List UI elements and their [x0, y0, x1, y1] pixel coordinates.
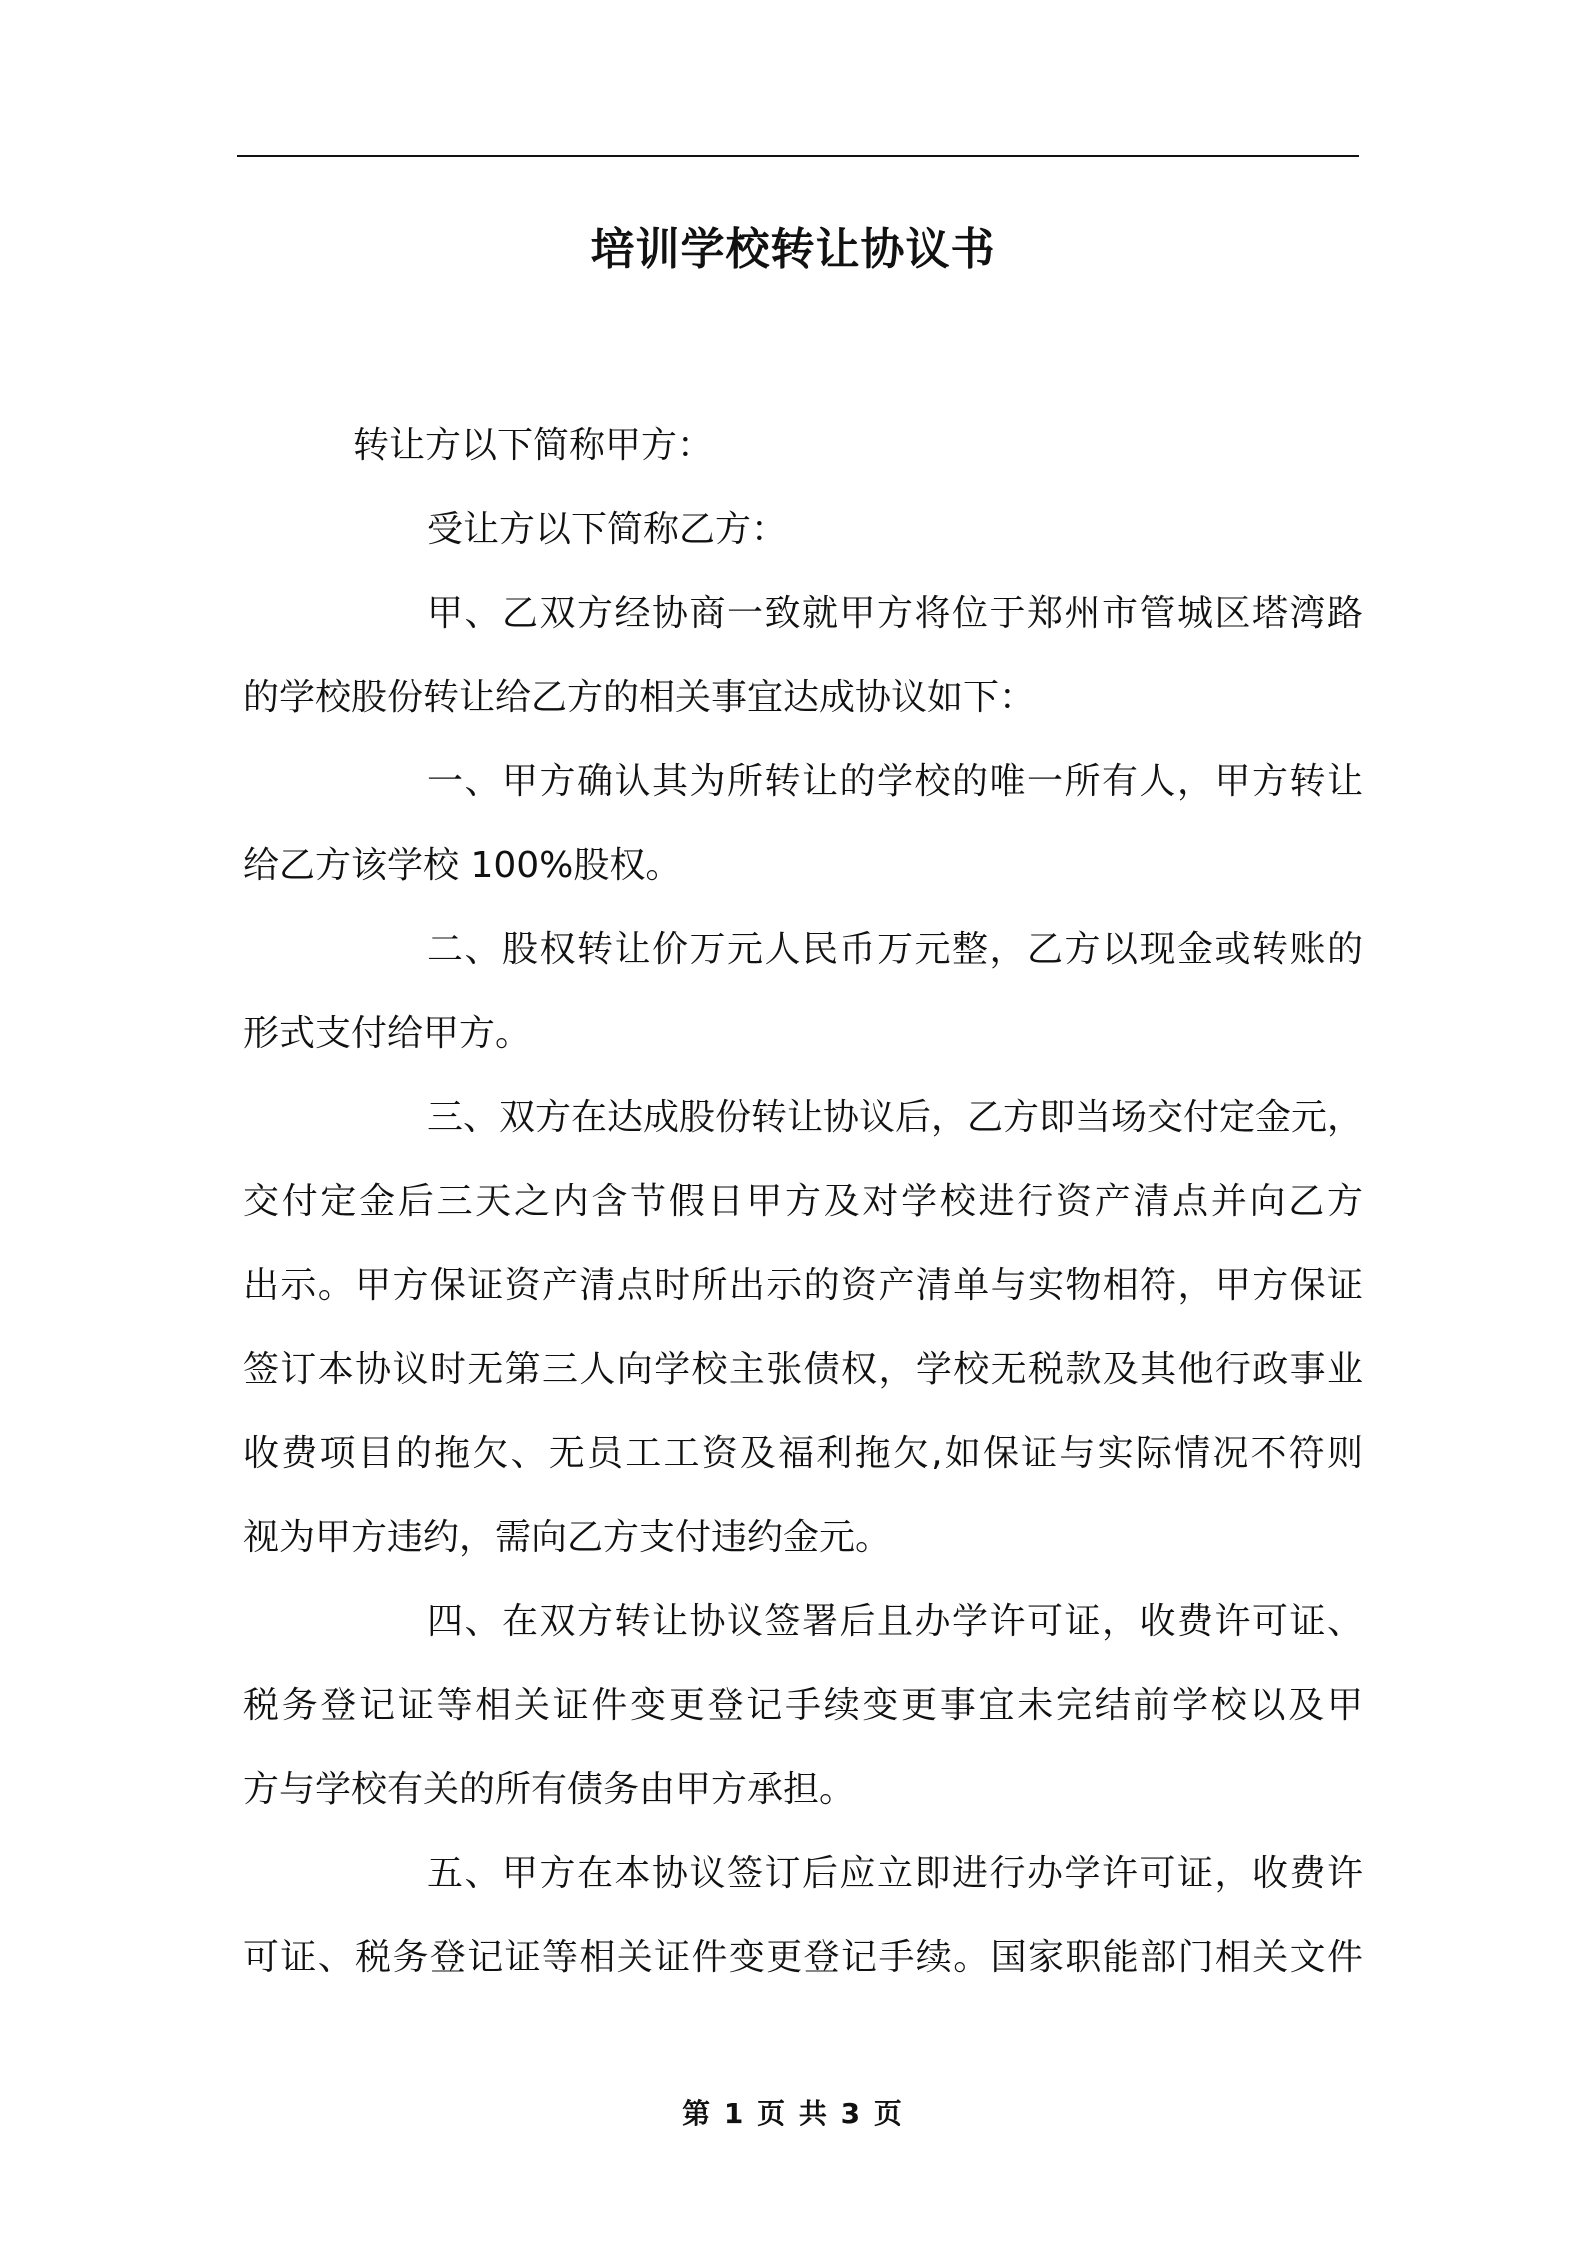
document-title: 培训学校转让协议书 [590, 224, 996, 275]
paragraph-line: 收费项目的拖欠、无员工工资及福利拖欠,如保证与实际情况不符则 [243, 1433, 1363, 1474]
paragraph-line: 交付定金后三天之内含节假日甲方及对学校进行资产清点并向乙方 [243, 1181, 1363, 1222]
paragraph-line: 三、双方在达成股份转让协议后，乙方即当场交付定金元， [427, 1097, 1364, 1138]
paragraph-line: 可证、税务登记证等相关证件变更登记手续。国家职能部门相关文件 [243, 1937, 1363, 1978]
paragraph-line: 一、甲方确认其为所转让的学校的唯一所有人，甲方转让 [427, 761, 1363, 802]
paragraph-line: 二、股权转让价万元人民币万元整，乙方以现金或转账的 [427, 929, 1363, 970]
paragraph-line: 给乙方该学校 100%股权。 [243, 845, 682, 886]
paragraph-line: 转让方以下简称甲方： [353, 425, 714, 466]
paragraph-line: 出示。甲方保证资产清点时所出示的资产清单与实物相符，甲方保证 [243, 1265, 1363, 1306]
paragraph-line: 视为甲方违约，需向乙方支付违约金元。 [243, 1517, 892, 1558]
header-rule [237, 155, 1359, 157]
paragraph-line: 甲、乙双方经协商一致就甲方将位于郑州市管城区塔湾路 [427, 593, 1363, 634]
paragraph-line: 四、在双方转让协议签署后且办学许可证，收费许可证、 [427, 1601, 1363, 1642]
paragraph-line: 受让方以下简称乙方： [427, 509, 788, 550]
page-number: 第 1 页 共 3 页 [682, 2097, 904, 2130]
paragraph-line: 五、甲方在本协议签订后应立即进行办学许可证，收费许 [427, 1853, 1363, 1894]
paragraph-line: 方与学校有关的所有债务由甲方承担。 [243, 1769, 856, 1810]
document-body [243, 404, 1363, 2000]
paragraph-line: 形式支付给甲方。 [243, 1013, 532, 1054]
paragraph-line: 税务登记证等相关证件变更登记手续变更事宜未完结前学校以及甲 [243, 1685, 1363, 1726]
paragraph-line: 签订本协议时无第三人向学校主张债权，学校无税款及其他行政事业 [243, 1349, 1363, 1390]
paragraph-line: 的学校股份转让给乙方的相关事宜达成协议如下： [243, 677, 1036, 718]
